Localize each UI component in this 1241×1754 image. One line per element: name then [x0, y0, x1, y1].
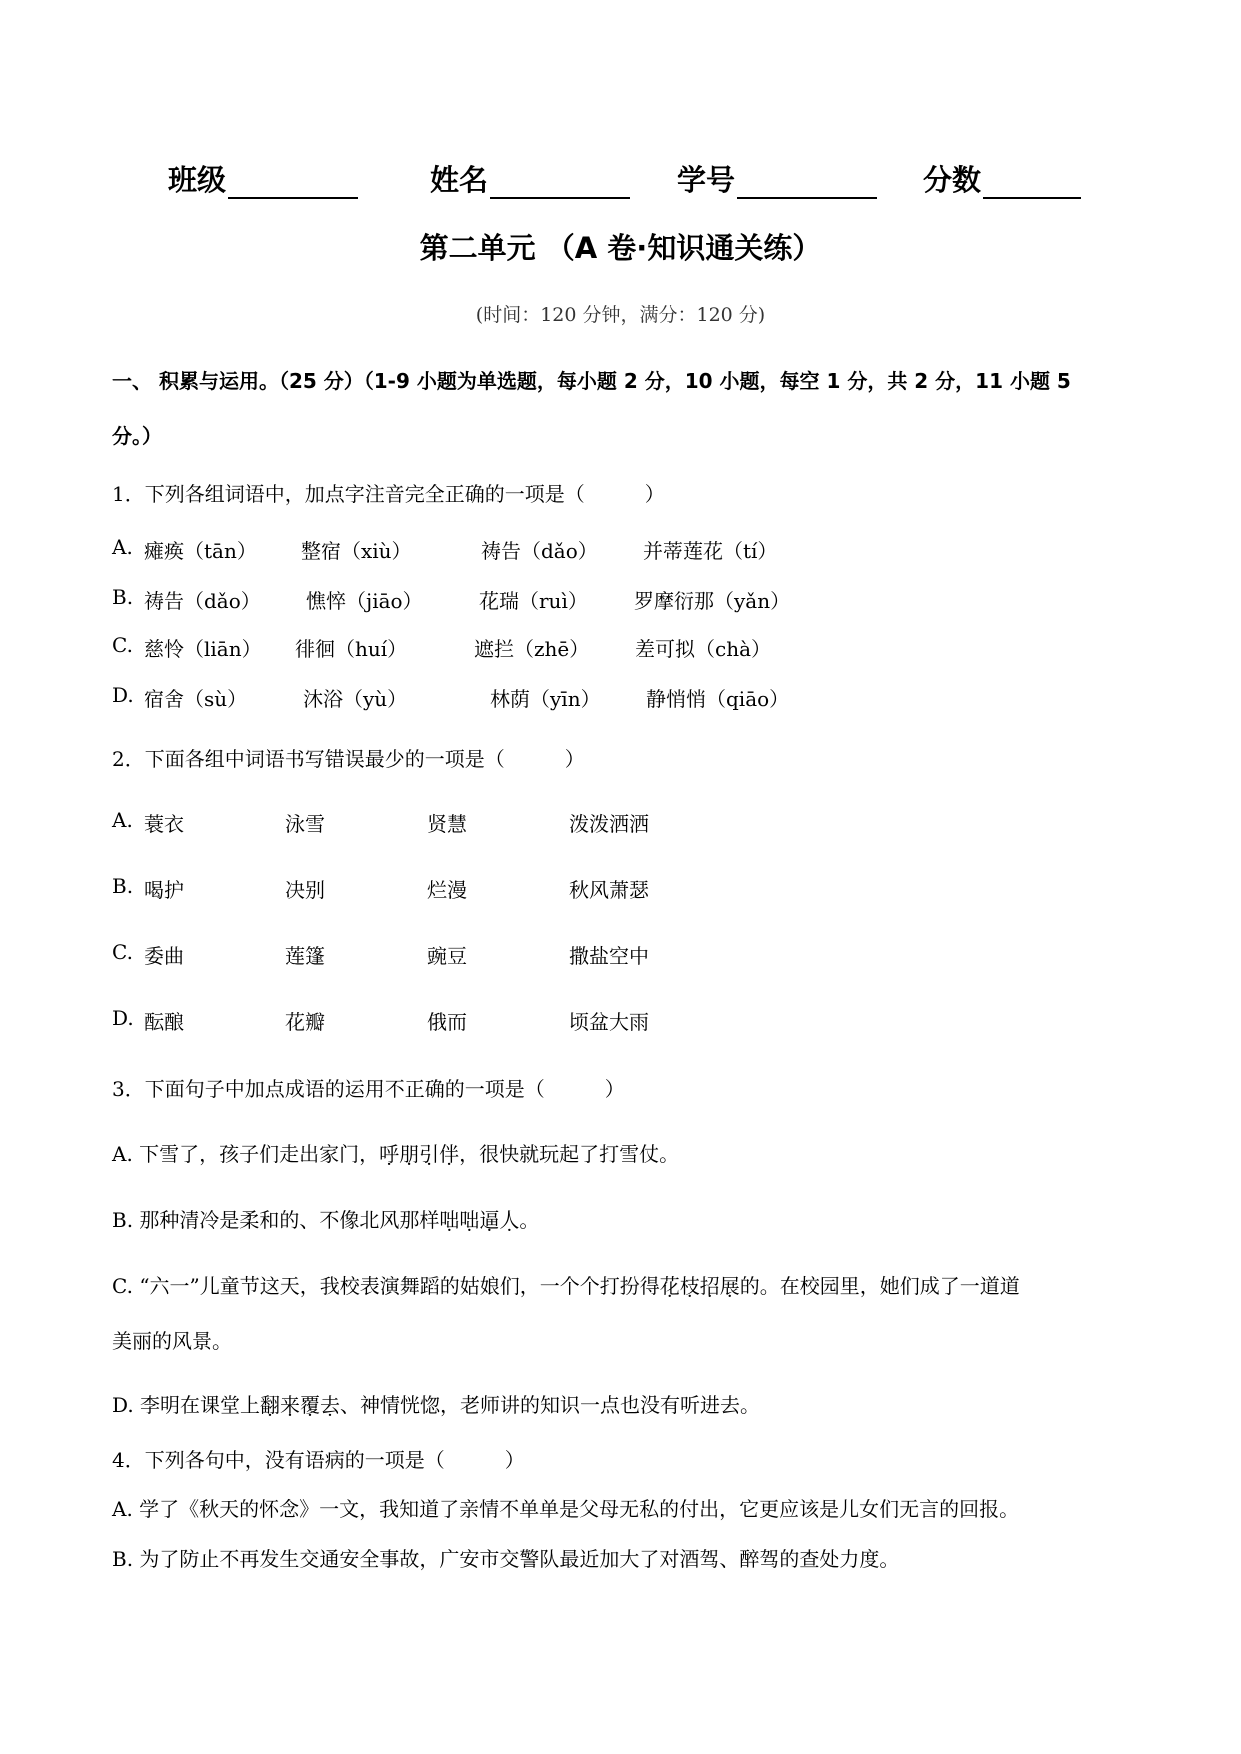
option-label: A. — [112, 535, 133, 559]
question-1-stem: 1．下列各组词语中，加点字注音完全正确的一项是（ ） — [112, 482, 665, 506]
score-label: 分数 — [923, 163, 982, 197]
option-item: 蓑衣 — [144, 812, 184, 836]
name-field[interactable] — [430, 158, 630, 199]
option-item: 喝护 — [144, 878, 184, 902]
option-item: 遮拦（zhē） — [474, 637, 590, 661]
option-label: A. — [112, 808, 133, 832]
option-item: 泼泼洒洒 — [569, 812, 649, 836]
option-item: 莲篷 — [285, 944, 325, 968]
question-3-option-d[interactable] — [112, 1389, 760, 1418]
option-text: 下雪了，孩子们走出家门， — [139, 1142, 380, 1166]
option-item: 委曲 — [144, 944, 184, 968]
score-field[interactable] — [923, 158, 1081, 199]
option-text: “六一”儿童节这天，我校表演舞蹈的姑娘们，一个个打扮得 — [139, 1274, 660, 1298]
option-text: 李明在课堂上 — [140, 1393, 261, 1417]
name-blank[interactable] — [490, 169, 630, 199]
name-label: 姓名 — [430, 163, 489, 197]
question-3-stem: 3．下面句子中加点成语的运用不正确的一项是（ ） — [112, 1077, 625, 1101]
option-label: A. — [112, 1142, 133, 1166]
option-label: B. — [112, 585, 134, 609]
option-item: 秋风萧瑟 — [569, 878, 649, 902]
option-text: ，很快就玩起了打雪仗。 — [459, 1142, 680, 1166]
option-item: 沐浴（yù） — [303, 687, 408, 711]
option-item: 贤慧 — [427, 812, 467, 836]
option-item: 静悄悄（qiāo） — [646, 687, 790, 711]
option-item: 花瑞（ruì） — [479, 589, 588, 613]
class-field[interactable] — [168, 158, 358, 199]
option-item: 宿舍（sù） — [144, 687, 248, 711]
option-item: 差可拟（chà） — [635, 637, 772, 661]
option-label: A. — [112, 1497, 133, 1521]
section-heading-line1: 一、 积累与运用。（25 分）（1-9 小题为单选题，每小题 2 分，10 小题，每空 1 分，共 2 分，11 小题 5 — [112, 369, 1071, 393]
option-item: 整宿（xiù） — [301, 539, 412, 563]
option-text: 的。在校园里，她们成了一道道 — [739, 1274, 1020, 1298]
student-id-field[interactable] — [677, 158, 877, 199]
page-subtitle: (时间：120 分钟，满分：120 分) — [475, 304, 766, 326]
option-label: B. — [112, 1208, 134, 1232]
option-label: B. — [112, 1547, 134, 1571]
class-label: 班级 — [168, 163, 227, 197]
option-item: 并蒂莲花（tí） — [643, 539, 778, 563]
question-4-option-a[interactable] — [112, 1493, 1019, 1522]
option-item: 花瓣 — [285, 1010, 325, 1034]
option-item: 徘徊（huí） — [295, 637, 408, 661]
dotted-idiom: 翻来覆去 — [260, 1393, 341, 1417]
dotted-idiom: 咄咄逼人 — [439, 1208, 520, 1232]
option-label: D. — [112, 683, 134, 707]
option-text: 。 — [519, 1208, 540, 1232]
student-id-blank[interactable] — [737, 169, 877, 199]
section-heading-line2: 分。） — [112, 424, 162, 448]
option-text: 学了《秋天的怀念》一文，我知道了亲情不单单是父母无私的付出，它更应该是儿女们无言的回报。 — [139, 1497, 1020, 1521]
class-blank[interactable] — [228, 169, 358, 199]
question-4-option-b[interactable] — [112, 1543, 899, 1572]
question-3-option-c[interactable] — [112, 1270, 1020, 1299]
option-text: 、神情恍惚，老师讲的知识一点也没有听进去。 — [340, 1393, 761, 1417]
option-item: 豌豆 — [427, 944, 467, 968]
dotted-idiom: 呼朋引伴 — [379, 1142, 460, 1166]
option-item: 祷告（dǎo） — [144, 589, 261, 613]
question-3-option-c-line2: 美丽的风景。 — [112, 1329, 232, 1353]
option-label: D. — [112, 1393, 134, 1417]
option-text: 为了防止不再发生交通安全事故，广安市交警队最近加大了对酒驾、醉驾的查处力度。 — [139, 1547, 900, 1571]
question-4-stem: 4．下列各句中，没有语病的一项是（ ） — [112, 1448, 525, 1472]
option-text: 那种清冷是柔和的、不像北风那样 — [139, 1208, 440, 1232]
option-item: 憔悴（jiāo） — [306, 589, 423, 613]
question-3-option-b[interactable] — [112, 1204, 539, 1233]
option-item: 泳雪 — [285, 812, 325, 836]
option-label: D. — [112, 1006, 134, 1030]
option-item: 决别 — [285, 878, 325, 902]
option-item: 瘫痪（tān） — [144, 539, 257, 563]
option-item: 撒盐空中 — [569, 944, 649, 968]
option-item: 烂漫 — [427, 878, 467, 902]
option-item: 酝酿 — [144, 1010, 184, 1034]
option-item: 慈怜（liān） — [144, 637, 262, 661]
option-label: C. — [112, 940, 133, 964]
page-title: 第二单元 （A 卷·知识通关练） — [419, 231, 822, 265]
option-item: 罗摩衍那（yǎn） — [634, 589, 791, 613]
option-label: B. — [112, 874, 134, 898]
dotted-idiom: 花枝招展 — [659, 1274, 740, 1298]
question-2-stem: 2．下面各组中词语书写错误最少的一项是（ ） — [112, 747, 585, 771]
option-label: C. — [112, 1274, 133, 1298]
option-item: 林荫（yīn） — [490, 687, 601, 711]
option-item: 顷盆大雨 — [569, 1010, 649, 1034]
student-id-label: 学号 — [677, 163, 736, 197]
option-item: 俄而 — [427, 1010, 467, 1034]
question-3-option-a[interactable] — [112, 1138, 679, 1167]
score-blank[interactable] — [983, 169, 1081, 199]
option-label: C. — [112, 633, 133, 657]
option-item: 祷告（dǎo） — [481, 539, 598, 563]
